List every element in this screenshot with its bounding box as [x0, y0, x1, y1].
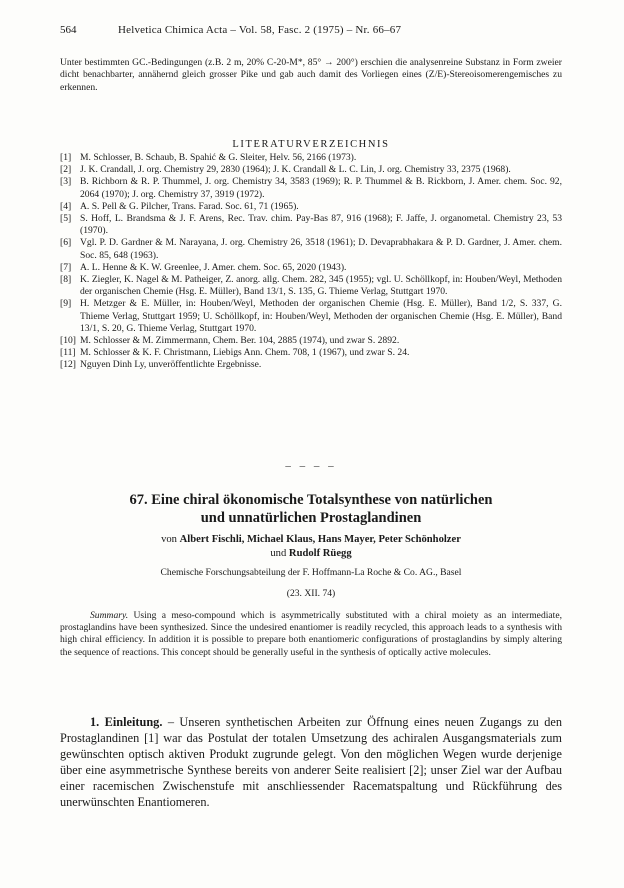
- reference-text: K. Ziegler, K. Nagel & M. Patheiger, Z. anorg. allg. Chem. 282, 345 (1955); vgl. U. Schöllkopf, in: Houben/Weyl, Methoden der organischen Chemie (Hsg. E. Müller), Band 13/1, S. 135, G. Thieme Verlag, Stuttgart 1970.: [80, 274, 562, 298]
- received-date: (23. XII. 74): [286, 588, 336, 599]
- section-text: – Unseren synthetischen Arbeiten zur Öffnung eines neuen Zugangs zu den Prostaglandinen [1] war das Postulat der totalen Umsetzung des achiralen Ausgangsmaterials zum gewünschten optisch aktiven Produkt zugrunde gelegt. Von den möglichen Wegen wurde derjenige über eine asymmetrische Synthese bereits von anderer Seite realisiert [2]; unser Ziel war der Aufbau einer racemischen Zwischenstufe mit anschliessender Racematspaltung und Rückführung des unerwünschten Enantiomeren.: [60, 715, 563, 809]
- reference-number: [4]: [60, 200, 72, 212]
- author-names: Albert Fischli, Michael Klaus, Hans Mayer, Peter Schönholzer: [179, 534, 461, 545]
- reference-number: [11]: [60, 347, 76, 359]
- reference-number: [6]: [60, 237, 72, 249]
- section-divider: – – – –: [285, 460, 337, 472]
- summary-label: Summary.: [90, 610, 129, 621]
- author-line: [60, 547, 562, 561]
- reference-item: [60, 176, 562, 200]
- reference-text: Nguyen Dinh Ly, unveröffentlichte Ergebnisse.: [80, 359, 262, 371]
- reference-item: [60, 237, 562, 261]
- reference-number: [9]: [60, 298, 72, 310]
- reference-text: M. Schlosser, B. Schaub, B. Spahić & G. Sleiter, Helv. 56, 2166 (1973).: [80, 152, 357, 163]
- reference-item: [60, 164, 562, 176]
- reference-text: A. L. Henne & K. W. Greenlee, J. Amer. chem. Soc. 65, 2020 (1943).: [80, 261, 347, 273]
- reference-item: [60, 152, 562, 164]
- reference-text: M. Schlosser & K. F. Christmann, Liebigs Ann. Chem. 708, 1 (1967), und zwar S. 24.: [80, 347, 410, 359]
- section-heading: 1. Einleitung.: [90, 715, 163, 729]
- page-number: 564: [60, 24, 77, 36]
- reference-text: B. Richborn & R. P. Thummel, J. org. Chemistry 34, 3583 (1969); R. P. Thummel & B. Rickborn, J. Amer. chem. Soc. 92, 2064 (1970); J. org. Chemistry 37, 3919 (1972).: [80, 176, 562, 200]
- article-title: [60, 491, 562, 527]
- reference-list: [60, 152, 562, 372]
- reference-number: [7]: [60, 261, 72, 273]
- author-list: [60, 533, 562, 560]
- reference-number: [5]: [60, 213, 72, 225]
- affiliation: Chemische Forschungsabteilung der F. Hoffmann-La Roche & Co. AG., Basel: [160, 567, 462, 578]
- literature-heading: LITERATURVERZEICHNIS: [232, 139, 390, 150]
- reference-number: [3]: [60, 176, 72, 188]
- reference-number: [2]: [60, 164, 72, 176]
- article-title-line: und unnatürlichen Prostaglandinen: [200, 510, 422, 526]
- reference-item: [60, 298, 562, 335]
- reference-number: [10]: [60, 335, 76, 347]
- reference-text: H. Metzger & E. Müller, in: Houben/Weyl, Methoden der organischen Chemie (Hsg. E. Müller), Band 1/2, S. 337, G. Thieme Verlag, Stuttgart 1959; U. Schöllkopf, in: Houben/Weyl, Methoden der organischen Chemie (Hsg. E. Müller), Band 13/1, S. 20, G. Thieme Verlag, Stuttgart 1970.: [80, 298, 562, 334]
- reference-number: [8]: [60, 274, 72, 286]
- author-names: Rudolf Rüegg: [288, 547, 352, 559]
- reference-text: M. Schlosser & M. Zimmermann, Chem. Ber. 104, 2885 (1974), und zwar S. 2892.: [80, 335, 400, 347]
- author-line: [60, 533, 562, 547]
- reference-text: J. K. Crandall, J. org. Chemistry 29, 2830 (1964); J. K. Crandall & L. C. Lin, J. org. Chemistry 33, 2375 (1968).: [80, 164, 511, 176]
- intro-paragraph: Unter bestimmten GC.-Bedingungen (z.B. 2 m, 20% C-20-M*, 85° → 200°) erschien die analysenreine Substanz in Form zweier dicht benachbarter, annähernd gleich grosser Pike und gab auch damit des Vorliegen eines (Z/E)-Stereoisomerengemisches zu erkennen.: [60, 57, 562, 93]
- summary-text: Using a meso-compound which is asymmetrically substituted with a chiral moiety as an intermediate, prostaglandins have been synthesized. Since the undesired enantiomer is readily recycled, this approach leads to a synthesis with high chiral efficiency. In addition it is possible to prepare both enantiomeric configurations of prostaglandins by simply altering the sequence of reactions. This concept should be generally useful in the synthesis of optically active molecules.: [60, 610, 562, 658]
- reference-item: [60, 274, 562, 298]
- reference-item: [60, 347, 562, 359]
- reference-item: [60, 335, 562, 347]
- reference-item: [60, 201, 562, 213]
- reference-text: Vgl. P. D. Gardner & M. Narayana, J. org. Chemistry 26, 3518 (1961); D. Devaprabhakara & P. D. Gardner, J. Amer. chem. Soc. 85, 648 (1963).: [80, 237, 562, 261]
- reference-text: S. Hoff, L. Brandsma & J. F. Arens, Rec. Trav. chim. Pay-Bas 87, 916 (1968); F. Jaffe, J. organometal. Chemistry 23, 53 (1970).: [80, 213, 562, 237]
- reference-number: [12]: [60, 359, 76, 371]
- summary-paragraph: [60, 610, 562, 659]
- reference-item: [60, 213, 562, 237]
- running-head: Helvetica Chimica Acta – Vol. 58, Fasc. 2 (1975) – Nr. 66–67: [118, 24, 402, 36]
- reference-number: [1]: [60, 152, 72, 163]
- reference-text: A. S. Pell & G. Pilcher, Trans. Farad. Soc. 61, 71 (1965).: [80, 200, 299, 212]
- reference-item: [60, 262, 562, 274]
- article-title-line: 67. Eine chiral ökonomische Totalsynthese von natürlichen: [129, 492, 493, 508]
- authors-prefix: von: [161, 534, 177, 545]
- reference-item: [60, 359, 562, 371]
- authors-and: und: [270, 547, 287, 559]
- introduction-paragraph: [60, 714, 562, 810]
